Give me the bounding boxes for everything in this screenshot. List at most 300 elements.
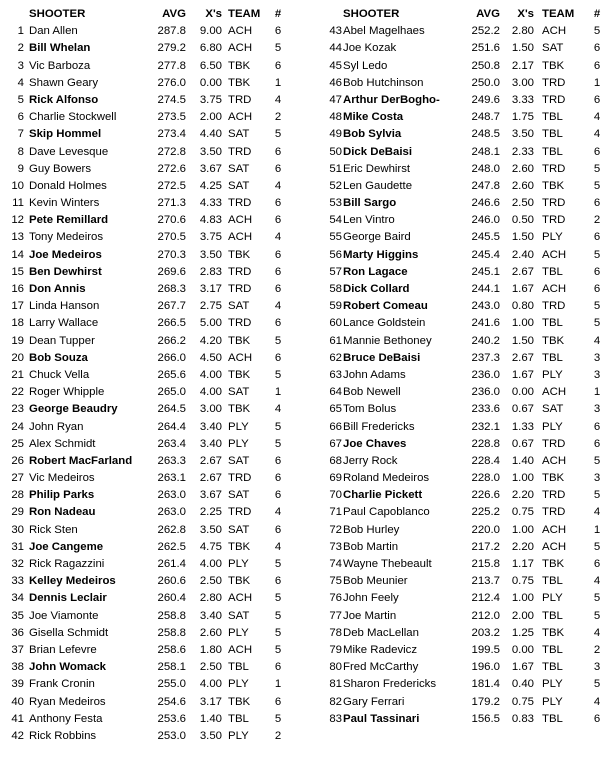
team-cell: PLY [228, 626, 249, 639]
rank-cell: 34 [11, 592, 24, 605]
avg-cell: 228.4 [471, 454, 500, 467]
rank-cell: 12 [11, 214, 24, 227]
xs-cell: 4.25 [199, 179, 222, 192]
avg-cell: 273.5 [157, 111, 186, 124]
rank-cell: 32 [11, 558, 24, 570]
shooter-name-cell: Alex Schmidt [29, 437, 96, 450]
team-cell: SAT [228, 128, 250, 141]
shooter-name-cell: Dick DeBaisi [343, 145, 413, 158]
count-cell: 6 [593, 265, 601, 278]
rank-cell: 48 [329, 111, 342, 124]
xs-cell: 4.83 [199, 214, 222, 227]
shooter-name-cell: Charlie Stockwell [29, 111, 117, 124]
column-header-row [0, 6, 300, 23]
rank-cell: 24 [11, 420, 24, 433]
count-cell: 5 [593, 540, 601, 553]
count-cell: 5 [593, 162, 601, 175]
shooter-name-cell: Eric Dewhirst [343, 162, 411, 175]
count-cell: 5 [593, 454, 601, 467]
avg-cell: 215.8 [471, 558, 500, 570]
xs-cell: 1.50 [511, 42, 534, 55]
team-cell: TBK [542, 626, 565, 639]
xs-cell: 1.50 [511, 231, 534, 244]
xs-header: X's [205, 8, 222, 20]
rank-cell: 42 [11, 729, 24, 742]
xs-cell: 2.50 [199, 575, 222, 588]
team-cell: TBL [542, 317, 563, 330]
team-cell: PLY [542, 695, 563, 708]
xs-cell: 6.80 [199, 42, 222, 55]
table-row [0, 608, 300, 625]
table-row [0, 694, 300, 711]
shooter-name-cell: Frank Cronin [29, 678, 95, 691]
table-row [0, 75, 300, 92]
table-row [312, 642, 612, 659]
team-cell: PLY [228, 558, 249, 570]
count-cell: 6 [274, 351, 282, 364]
count-cell: 3 [593, 368, 601, 381]
shooter-name-cell: Philip Parks [29, 489, 95, 502]
shooter-name-cell: Rick Sten [29, 523, 78, 536]
shooter-name-cell: Syl Ledo [343, 59, 388, 72]
rank-cell: 56 [329, 248, 342, 261]
shooter-name-cell: Paul Capoblanco [343, 506, 430, 519]
xs-cell: 0.75 [511, 506, 534, 519]
shooter-name-cell: Roger Whipple [29, 386, 105, 399]
rank-cell: 73 [329, 540, 342, 553]
xs-cell: 9.00 [199, 25, 222, 38]
avg-cell: 233.6 [471, 403, 500, 416]
table-row [312, 229, 612, 246]
avg-cell: 268.3 [157, 283, 186, 295]
shooter-name-cell: Dennis Leclair [29, 592, 107, 605]
rank-cell: 68 [329, 454, 342, 467]
xs-header: X's [517, 8, 534, 20]
avg-cell: 245.1 [471, 265, 500, 278]
table-row [312, 384, 612, 401]
team-cell: TBL [228, 712, 249, 725]
count-cell: 5 [593, 592, 601, 605]
rank-cell: 45 [329, 59, 342, 72]
table-row [312, 470, 612, 487]
table-row [312, 333, 612, 350]
team-cell: TBK [228, 695, 251, 708]
table-row [312, 590, 612, 607]
xs-cell: 2.80 [199, 592, 222, 605]
table-row [0, 212, 300, 229]
xs-cell: 2.67 [199, 454, 222, 467]
team-cell: SAT [542, 403, 564, 416]
avg-cell: 203.2 [471, 626, 500, 639]
team-cell: TBL [542, 643, 563, 656]
table-row [0, 23, 300, 40]
count-cell: 5 [593, 300, 601, 313]
xs-cell: 3.17 [199, 695, 222, 708]
avg-cell: 253.6 [157, 712, 186, 725]
count-cell: 6 [274, 472, 282, 485]
rank-cell: 4 [17, 76, 24, 89]
avg-cell: 266.2 [157, 334, 186, 347]
table-row [312, 195, 612, 212]
table-row [312, 161, 612, 178]
xs-cell: 4.75 [199, 540, 222, 553]
standings-column-left [0, 6, 300, 745]
xs-cell: 4.50 [199, 351, 222, 364]
column-header-row [312, 6, 612, 23]
count-cell: 4 [274, 231, 282, 244]
team-cell: TRD [542, 162, 566, 175]
team-cell: TBL [542, 145, 563, 158]
shooter-name-cell: Don Annis [29, 283, 86, 295]
xs-cell: 4.20 [199, 334, 222, 347]
rank-cell: 69 [329, 472, 342, 485]
table-row [0, 625, 300, 642]
xs-cell: 1.00 [511, 472, 534, 485]
team-header: TEAM [228, 8, 261, 20]
team-cell: TBL [542, 128, 563, 141]
shooter-name-cell: Bill Sargo [343, 197, 397, 210]
shooter-name-cell: Joe Viamonte [29, 609, 99, 622]
rank-cell: 61 [329, 334, 342, 347]
xs-cell: 3.17 [199, 283, 222, 295]
xs-cell: 2.67 [511, 351, 534, 364]
table-row [0, 659, 300, 676]
xs-cell: 1.17 [511, 558, 534, 570]
xs-cell: 1.67 [511, 283, 534, 295]
rank-cell: 26 [11, 454, 24, 467]
table-row [0, 711, 300, 728]
xs-cell: 3.50 [199, 729, 222, 742]
count-cell: 5 [593, 678, 601, 691]
count-cell: 5 [593, 25, 601, 38]
avg-cell: 270.6 [157, 214, 186, 227]
team-cell: SAT [228, 609, 250, 622]
rank-cell: 79 [329, 643, 342, 656]
rank-cell: 83 [329, 712, 342, 725]
team-cell: SAT [542, 42, 564, 55]
shooter-name-cell: Joe Kozak [343, 42, 397, 55]
xs-cell: 3.50 [199, 145, 222, 158]
avg-cell: 228.8 [471, 437, 500, 450]
count-header: # [274, 8, 282, 20]
count-cell: 6 [274, 248, 282, 261]
table-row [312, 264, 612, 281]
xs-cell: 3.75 [199, 231, 222, 244]
shooter-name-cell: Deb MacLellan [343, 626, 419, 639]
table-row [0, 522, 300, 539]
rank-cell: 76 [329, 592, 342, 605]
rank-cell: 29 [11, 506, 24, 519]
table-row [312, 504, 612, 521]
rank-cell: 51 [329, 162, 342, 175]
xs-cell: 0.00 [199, 76, 222, 89]
rank-cell: 20 [11, 351, 24, 364]
xs-cell: 4.00 [199, 678, 222, 691]
table-row [0, 58, 300, 75]
rank-cell: 49 [329, 128, 342, 141]
team-cell: TRD [542, 300, 566, 313]
rank-cell: 62 [329, 351, 342, 364]
shooter-name-cell: Jerry Rock [343, 454, 398, 467]
table-row [0, 401, 300, 418]
rank-cell: 59 [329, 300, 342, 313]
shooter-name-cell: Tony Medeiros [29, 231, 104, 244]
shooter-name-cell: John Womack [29, 661, 107, 674]
xs-cell: 3.00 [199, 403, 222, 416]
table-row [0, 384, 300, 401]
xs-cell: 2.33 [511, 145, 534, 158]
xs-cell: 2.50 [199, 661, 222, 674]
shooter-name-cell: Kevin Winters [29, 197, 100, 210]
count-cell: 1 [593, 386, 601, 399]
team-cell: ACH [542, 25, 567, 38]
team-cell: ACH [228, 643, 253, 656]
avg-cell: 263.4 [157, 437, 186, 450]
count-cell: 3 [593, 351, 601, 364]
avg-cell: 260.4 [157, 592, 186, 605]
shooter-name-cell: Dean Tupper [29, 334, 95, 347]
xs-cell: 2.83 [199, 265, 222, 278]
xs-cell: 4.00 [199, 368, 222, 381]
rank-cell: 72 [329, 523, 342, 536]
count-cell: 1 [593, 76, 601, 89]
rank-cell: 54 [329, 214, 342, 227]
rank-cell: 15 [11, 265, 24, 278]
table-row [312, 487, 612, 504]
count-cell: 4 [274, 403, 282, 416]
rank-cell: 71 [329, 506, 342, 519]
shooter-name-cell: Brian Lefevre [29, 643, 97, 656]
xs-cell: 1.33 [511, 420, 534, 433]
team-cell: ACH [542, 540, 567, 553]
avg-cell: 264.4 [157, 420, 186, 433]
table-row [312, 608, 612, 625]
xs-cell: 2.40 [511, 248, 534, 261]
xs-cell: 3.40 [199, 420, 222, 433]
team-cell: TBK [542, 179, 565, 192]
rank-cell: 5 [17, 93, 24, 106]
xs-cell: 4.40 [199, 128, 222, 141]
count-cell: 1 [274, 678, 282, 691]
table-row [0, 642, 300, 659]
avg-cell: 179.2 [471, 695, 500, 708]
shooter-header: SHOOTER [29, 8, 86, 20]
table-row [312, 212, 612, 229]
team-cell: TBK [228, 403, 251, 416]
count-cell: 6 [593, 558, 601, 570]
shooter-name-cell: Gisella Schmidt [29, 626, 109, 639]
count-cell: 6 [593, 283, 601, 295]
avg-cell: 270.3 [157, 248, 186, 261]
team-cell: ACH [542, 248, 567, 261]
table-row [312, 573, 612, 590]
count-cell: 2 [593, 643, 601, 656]
count-cell: 6 [593, 712, 601, 725]
team-cell: TBK [228, 76, 251, 89]
table-row [0, 315, 300, 332]
avg-cell: 262.8 [157, 523, 186, 536]
xs-cell: 1.00 [511, 523, 534, 536]
xs-cell: 0.00 [511, 386, 534, 399]
team-cell: ACH [542, 283, 567, 295]
shooter-name-cell: Rick Robbins [29, 729, 97, 742]
rank-cell: 63 [329, 368, 342, 381]
avg-cell: 255.0 [157, 678, 186, 691]
team-cell: TRD [228, 283, 252, 295]
rank-cell: 22 [11, 386, 24, 399]
table-row [0, 728, 300, 745]
team-header: TEAM [542, 8, 575, 20]
count-cell: 6 [593, 145, 601, 158]
table-row [312, 659, 612, 676]
rank-cell: 70 [329, 489, 342, 502]
rank-cell: 21 [11, 368, 24, 381]
shooter-name-cell: Ryan Medeiros [29, 695, 106, 708]
avg-cell: 267.7 [157, 300, 186, 313]
team-cell: SAT [228, 523, 250, 536]
xs-cell: 6.50 [199, 59, 222, 72]
avg-cell: 263.1 [157, 472, 186, 485]
shooter-name-cell: Joe Cangeme [29, 540, 104, 553]
shooter-name-cell: John Ryan [29, 420, 84, 433]
count-cell: 4 [593, 506, 601, 519]
team-cell: ACH [228, 42, 253, 55]
rank-cell: 39 [11, 678, 24, 691]
rank-cell: 44 [329, 42, 342, 55]
xs-cell: 2.00 [199, 111, 222, 124]
rank-cell: 67 [329, 437, 342, 450]
rank-cell: 30 [11, 523, 24, 536]
shooter-name-cell: Donald Holmes [29, 179, 107, 192]
shooter-name-cell: Mike Costa [343, 111, 404, 124]
table-row [0, 178, 300, 195]
team-cell: TBK [228, 368, 251, 381]
xs-cell: 3.00 [511, 76, 534, 89]
count-cell: 5 [274, 437, 282, 450]
count-cell: 5 [274, 368, 282, 381]
count-cell: 4 [274, 300, 282, 313]
count-cell: 5 [274, 420, 282, 433]
table-row [0, 453, 300, 470]
count-cell: 5 [274, 609, 282, 622]
rank-cell: 46 [329, 76, 342, 89]
rank-cell: 52 [329, 179, 342, 192]
table-row [312, 694, 612, 711]
rank-cell: 50 [329, 145, 342, 158]
avg-cell: 273.4 [157, 128, 186, 141]
avg-cell: 262.5 [157, 540, 186, 553]
avg-cell: 243.0 [471, 300, 500, 313]
team-cell: TRD [228, 197, 252, 210]
shooter-name-cell: Len Vintro [343, 214, 395, 227]
count-cell: 3 [593, 472, 601, 485]
xs-cell: 2.60 [511, 179, 534, 192]
count-header: # [593, 8, 601, 20]
xs-cell: 1.80 [199, 643, 222, 656]
team-cell: TBK [228, 248, 251, 261]
xs-cell: 2.20 [511, 489, 534, 502]
count-cell: 6 [274, 661, 282, 674]
team-cell: TRD [228, 93, 252, 106]
count-cell: 6 [274, 59, 282, 72]
avg-cell: 258.8 [157, 609, 186, 622]
count-cell: 2 [593, 214, 601, 227]
table-row [312, 676, 612, 693]
rank-cell: 80 [329, 661, 342, 674]
team-cell: TRD [228, 145, 252, 158]
avg-cell: 213.7 [471, 575, 500, 588]
xs-cell: 1.25 [511, 626, 534, 639]
avg-cell: 253.0 [157, 729, 186, 742]
rank-cell: 53 [329, 197, 342, 210]
team-cell: PLY [542, 592, 563, 605]
table-row [0, 229, 300, 246]
table-row [312, 109, 612, 126]
avg-cell: 220.0 [471, 523, 500, 536]
team-cell: SAT [228, 179, 250, 192]
xs-cell: 1.75 [511, 111, 534, 124]
count-cell: 1 [274, 76, 282, 89]
count-cell: 4 [274, 93, 282, 106]
rank-cell: 43 [329, 25, 342, 38]
shooter-name-cell: Abel Magelhaes [343, 25, 425, 38]
avg-cell: 246.0 [471, 214, 500, 227]
count-cell: 5 [274, 42, 282, 55]
count-cell: 5 [593, 489, 601, 502]
shooter-name-cell: Gary Ferrari [343, 695, 405, 708]
table-row [312, 58, 612, 75]
team-cell: PLY [542, 368, 563, 381]
shooter-name-cell: Bob Sylvia [343, 128, 402, 141]
shooter-name-cell: Bruce DeBaisi [343, 351, 421, 364]
team-cell: TRD [228, 472, 252, 485]
shooter-name-cell: Fred McCarthy [343, 661, 419, 674]
count-cell: 6 [274, 25, 282, 38]
xs-cell: 2.20 [511, 540, 534, 553]
shooter-name-cell: Linda Hanson [29, 300, 100, 313]
rank-cell: 2 [17, 42, 24, 55]
shooter-name-cell: Ron Nadeau [29, 506, 96, 519]
xs-cell: 4.00 [199, 386, 222, 399]
count-cell: 3 [593, 661, 601, 674]
xs-cell: 1.40 [511, 454, 534, 467]
team-cell: TRD [542, 437, 566, 450]
count-cell: 6 [593, 420, 601, 433]
rank-cell: 38 [11, 661, 24, 674]
team-cell: TBL [542, 265, 563, 278]
shooter-name-cell: Bill Fredericks [343, 420, 415, 433]
team-cell: TRD [228, 265, 252, 278]
team-cell: SAT [228, 454, 250, 467]
count-cell: 6 [274, 454, 282, 467]
table-row [312, 419, 612, 436]
avg-cell: 266.0 [157, 351, 186, 364]
avg-cell: 241.6 [471, 317, 500, 330]
table-row [312, 75, 612, 92]
table-row [0, 92, 300, 109]
avg-cell: 263.0 [157, 489, 186, 502]
shooter-name-cell: Bill Whelan [29, 42, 91, 55]
shooter-name-cell: Rick Alfonso [29, 93, 99, 106]
count-cell: 6 [274, 265, 282, 278]
rank-cell: 17 [11, 300, 24, 313]
team-cell: TBK [228, 59, 251, 72]
avg-cell: 250.8 [471, 59, 500, 72]
avg-cell: 265.6 [157, 368, 186, 381]
table-row [312, 298, 612, 315]
xs-cell: 3.75 [199, 93, 222, 106]
count-cell: 4 [274, 540, 282, 553]
